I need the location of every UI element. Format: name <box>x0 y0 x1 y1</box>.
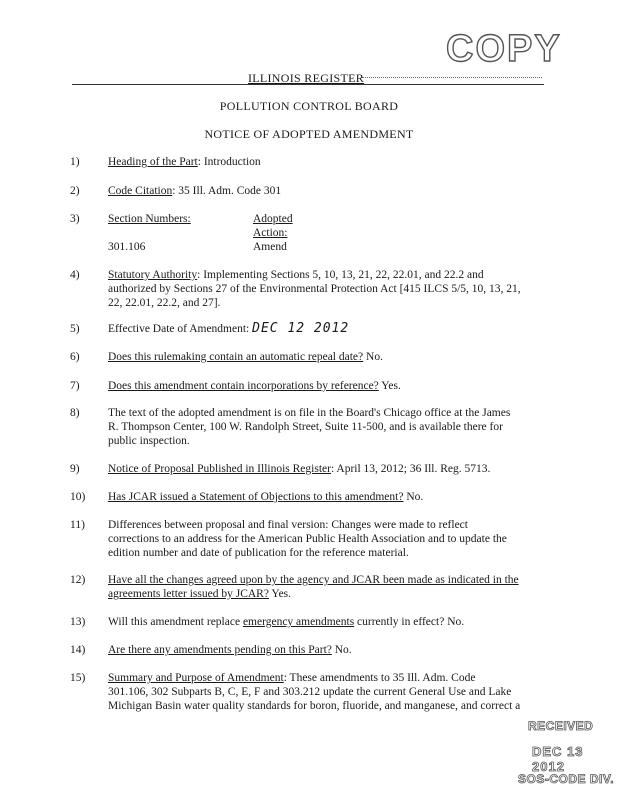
item-number: 14) <box>70 644 86 656</box>
copy-stamp: COPY <box>446 28 562 70</box>
item-label: agreements letter issued by JCAR? <box>108 588 269 600</box>
item-label: emergency amendments <box>242 616 355 628</box>
item-text: Differences between proposal and final version: Changes were made to reflect <box>108 519 468 531</box>
item-number: 11) <box>70 519 85 531</box>
item-label: Has JCAR issued a Statement of Objections to this amendment? <box>108 491 404 503</box>
item-label: Does this amendment contain incorporations by reference? <box>108 380 379 392</box>
item-text: Will this amendment replace <box>108 616 243 628</box>
item-text: : 35 Ill. Adm. Code 301 <box>172 185 282 197</box>
item-label: Have all the changes agreed upon by the agency and JCAR been made as indicated in the <box>108 574 519 586</box>
item-label: Notice of Proposal Published in Illinois Register <box>108 463 331 475</box>
item-number: 8) <box>70 407 80 419</box>
item-label: Does this rulemaking contain an automatic repeal date? <box>108 351 364 363</box>
item-number: 1) <box>70 156 80 168</box>
item-text: edition number and date of publication for the reference material. <box>108 547 409 559</box>
item-text: 301.106, 302 Subparts B, C, E, F and 303.212 update the current General Use and Lake <box>108 686 512 698</box>
item-text: : Introduction <box>197 156 261 168</box>
item-text: 22, 22.01, 22.2, and 27]. <box>108 297 221 309</box>
item-label: Are there any amendments pending on this Part? <box>108 644 332 656</box>
section-action: Amend <box>253 241 287 253</box>
item-text: : April 13, 2012; 36 Ill. Reg. 5713. <box>330 463 491 475</box>
item-label: Heading of the Part <box>108 156 198 168</box>
item-text: : These amendments to 35 Ill. Adm. Code <box>283 672 476 684</box>
board-title: POLLUTION CONTROL BOARD <box>219 99 399 113</box>
item-number: 7) <box>70 380 80 392</box>
item-text: currently in effect? No. <box>354 616 465 628</box>
item-number: 10) <box>70 491 86 503</box>
item-text: : Implementing Sections 5, 10, 13, 21, 22, 22.01, and 22.2 and <box>197 269 484 281</box>
item-text: public inspection. <box>108 435 190 447</box>
item-text: authorized by Sections 27 of the Environmental Protection Act [415 ILCS 5/5, 10, 13, 21, <box>108 283 521 295</box>
item-text: Yes. <box>378 380 401 392</box>
item-text: No. <box>363 351 383 363</box>
item-text: The text of the adopted amendment is on file in the Board's Chicago office at the James <box>108 407 511 419</box>
item-number: 2) <box>70 185 80 197</box>
received-stamp: RECEIVED <box>528 719 594 733</box>
item-text: corrections to an address for the American Public Health Association and to update the <box>108 533 507 545</box>
section-number: 301.106 <box>108 241 146 253</box>
item-label: Code Citation <box>108 185 173 197</box>
item-label: Effective Date of Amendment: <box>108 323 250 335</box>
received-date-stamp: DEC 13 2012 <box>532 744 584 774</box>
register-title: ILLINOIS REGISTER <box>247 71 365 85</box>
item-label: Statutory Authority <box>108 269 198 281</box>
item-number: 9) <box>70 463 80 475</box>
notice-title: NOTICE OF ADOPTED AMENDMENT <box>204 127 414 141</box>
item-number: 6) <box>70 351 80 363</box>
item-number: 4) <box>70 269 80 281</box>
item-text: No. <box>331 644 352 656</box>
item-text: R. Thompson Center, 100 W. Randolph Street, Suite 11-500, and is available there for <box>108 421 503 433</box>
section-numbers-label: Section Numbers: <box>108 213 191 225</box>
item-text: Michigan Basin water quality standards for boron, fluoride, and manganese, and correct a <box>108 700 521 712</box>
item-text: Yes. <box>268 588 292 600</box>
item-number: 12) <box>70 574 86 586</box>
item-number: 5) <box>70 323 80 335</box>
item-number: 13) <box>70 616 86 628</box>
received-division-stamp: SOS-CODE DIV. <box>518 772 615 786</box>
item-text: No. <box>403 491 424 503</box>
adopted-action-label: Adopted Action: <box>253 213 293 239</box>
item-number: 3) <box>70 213 80 225</box>
item-label: Summary and Purpose of Amendment <box>108 672 284 684</box>
item-number: 15) <box>70 672 86 684</box>
effective-date-stamp: DEC 12 2012 <box>252 321 350 336</box>
header-rule <box>72 84 544 85</box>
